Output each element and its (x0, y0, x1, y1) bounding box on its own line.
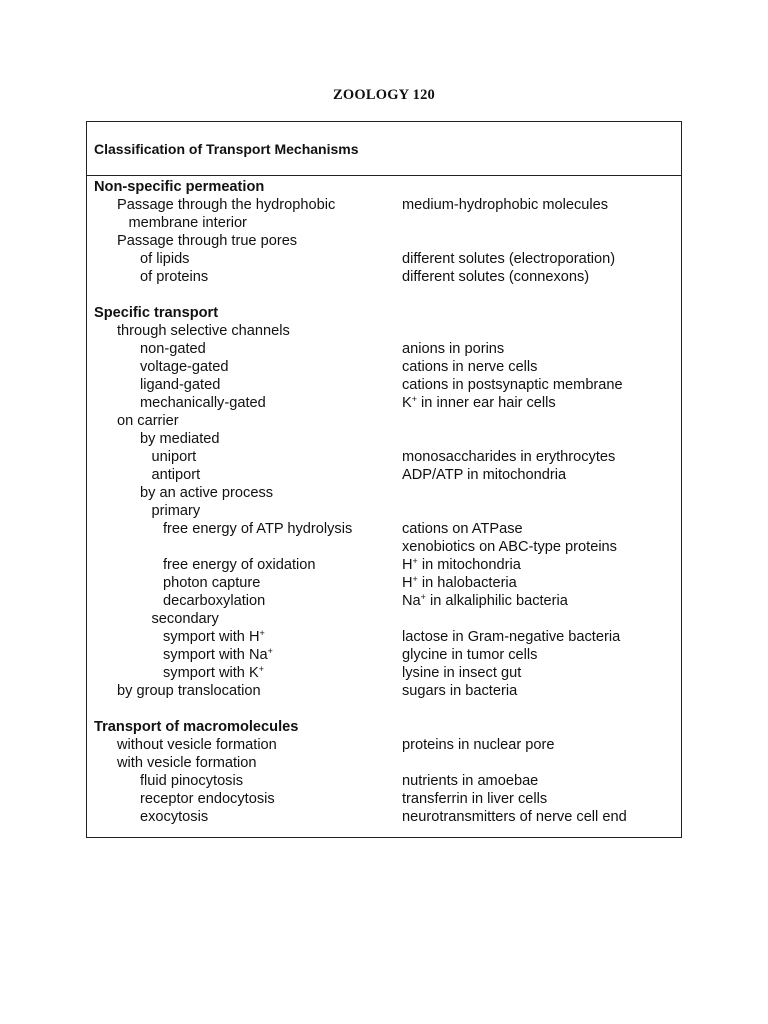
mechanism-label: symport with K+ (163, 664, 264, 681)
mechanism-label: free energy of ATP hydrolysis (163, 521, 353, 537)
example-label: proteins in nuclear pore (402, 737, 555, 753)
table-row (87, 322, 681, 340)
table-row (87, 394, 681, 412)
table-row (87, 214, 681, 232)
document-title: ZOOLOGY 120 (333, 87, 435, 103)
section-heading: Non-specific permeation (94, 179, 265, 195)
mechanism-label: membrane interior (128, 215, 247, 231)
table-header: Classification of Transport Mechanisms (94, 141, 359, 157)
table-row (87, 628, 681, 646)
table-row (87, 664, 681, 682)
section-heading: Specific transport (94, 305, 219, 321)
table-header-cell (87, 122, 681, 176)
table-row (87, 286, 681, 304)
table-row (87, 556, 681, 574)
mechanism-label: photon capture (163, 575, 261, 591)
example-label: cations in nerve cells (402, 359, 538, 375)
example-label: lysine in insect gut (402, 665, 522, 681)
table-row (87, 268, 681, 286)
mechanism-label: non-gated (140, 341, 206, 357)
mechanism-label: mechanically-gated (140, 395, 266, 411)
example-label: cations on ATPase (402, 521, 523, 537)
table-row (87, 772, 681, 790)
mechanism-label: by an active process (140, 485, 274, 501)
mechanism-label: through selective channels (117, 323, 290, 339)
table-row (87, 610, 681, 628)
table-row (87, 736, 681, 754)
table-row (87, 340, 681, 358)
table-row (87, 376, 681, 394)
mechanism-label: antiport (151, 467, 201, 483)
example-label: nutrients in amoebae (402, 773, 539, 789)
mechanism-label: Passage through true pores (117, 233, 298, 249)
table-row (87, 520, 681, 538)
example-label: glycine in tumor cells (402, 647, 538, 663)
mechanism-label: Passage through the hydrophobic (117, 197, 336, 213)
mechanism-label: exocytosis (140, 809, 209, 825)
mechanism-label: fluid pinocytosis (140, 773, 244, 789)
mechanism-label: uniport (151, 449, 197, 465)
section-heading: Transport of macromolecules (94, 719, 299, 735)
table-row (87, 358, 681, 376)
table-row (87, 574, 681, 592)
mechanism-label: of lipids (140, 251, 190, 267)
table-row (87, 466, 681, 484)
example-label: cations in postsynaptic membrane (402, 377, 623, 393)
table-row (87, 412, 681, 430)
example-label: neurotransmitters of nerve cell end (402, 809, 627, 825)
example-label: Na+ in alkaliphilic bacteria (402, 592, 568, 609)
mechanism-label: on carrier (117, 413, 179, 429)
example-label: transferrin in liver cells (402, 791, 548, 807)
section-heading-row (87, 178, 681, 196)
example-label: anions in porins (402, 341, 505, 357)
example-label: lactose in Gram-negative bacteria (402, 629, 621, 645)
mechanism-label: with vesicle formation (117, 755, 257, 771)
classification-table (86, 121, 682, 838)
mechanism-label: decarboxylation (163, 593, 266, 609)
example-label: different solutes (electroporation) (402, 251, 616, 267)
table-row (87, 502, 681, 520)
mechanism-label: by mediated (140, 431, 220, 447)
example-label: medium-hydrophobic molecules (402, 197, 609, 213)
table-row (87, 196, 681, 214)
example-label: H+ in mitochondria (402, 556, 521, 573)
table-body (87, 178, 681, 826)
example-label: xenobiotics on ABC-type proteins (402, 539, 617, 555)
table-row (87, 682, 681, 700)
example-label: ADP/ATP in mitochondria (402, 467, 567, 483)
table-row (87, 790, 681, 808)
table-row (87, 484, 681, 502)
example-label: different solutes (connexons) (402, 269, 590, 285)
example-label: K+ in inner ear hair cells (402, 394, 556, 411)
table-row (87, 592, 681, 610)
mechanism-label: primary (151, 503, 201, 519)
mechanism-label: of proteins (140, 269, 209, 285)
mechanism-label: voltage-gated (140, 359, 229, 375)
table-row (87, 232, 681, 250)
mechanism-label: receptor endocytosis (140, 791, 275, 807)
mechanism-label: free energy of oxidation (163, 557, 316, 573)
table-row (87, 700, 681, 718)
table-row (87, 538, 681, 556)
table-row (87, 430, 681, 448)
table-row (87, 448, 681, 466)
table-row (87, 754, 681, 772)
mechanism-label: by group translocation (117, 683, 261, 699)
mechanism-label: without vesicle formation (117, 737, 277, 753)
table-row (87, 808, 681, 826)
mechanism-label: symport with H+ (163, 628, 265, 645)
example-label: sugars in bacteria (402, 683, 518, 699)
example-label: monosaccharides in erythrocytes (402, 449, 616, 465)
table-row (87, 646, 681, 664)
section-heading-row (87, 304, 681, 322)
example-label: H+ in halobacteria (402, 574, 517, 591)
section-heading-row (87, 718, 681, 736)
mechanism-label: symport with Na+ (163, 646, 273, 663)
mechanism-label: secondary (151, 611, 219, 627)
table-row (87, 250, 681, 268)
mechanism-label: ligand-gated (140, 377, 221, 393)
